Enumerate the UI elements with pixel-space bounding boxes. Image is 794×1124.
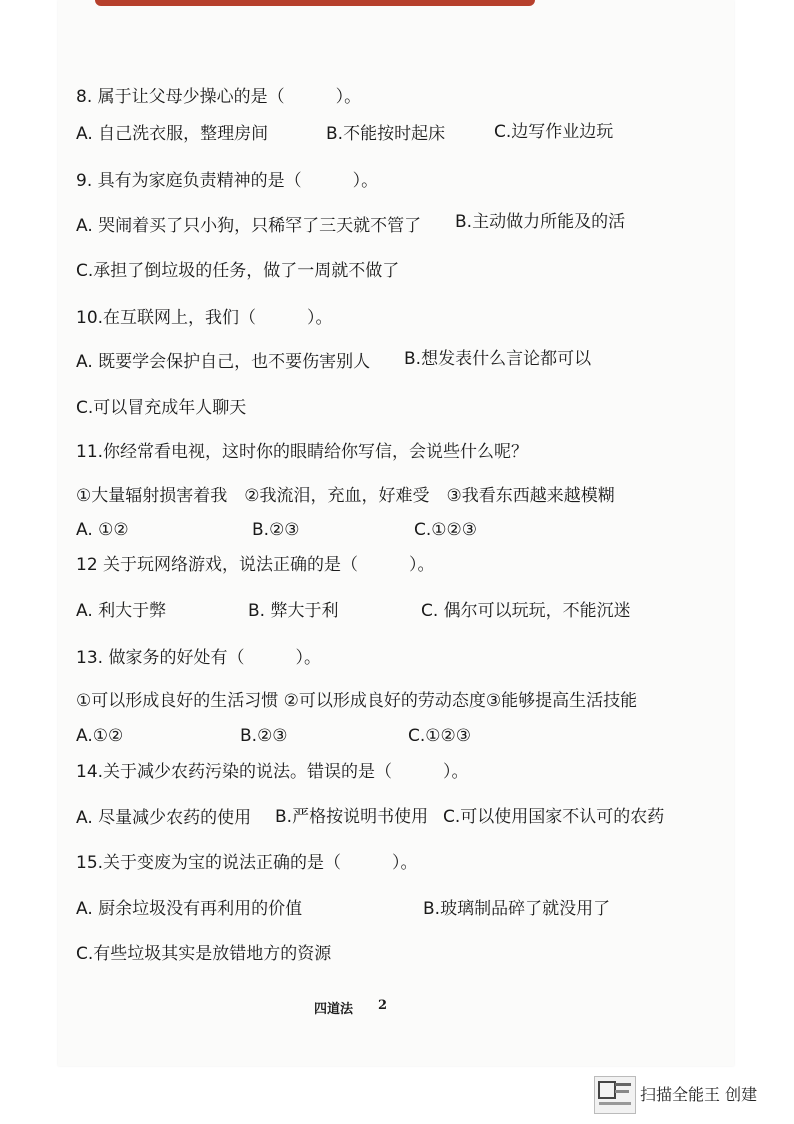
question-15-option-c: C.有些垃圾其实是放错地方的资源 [76,944,332,964]
question-8-option-b: B.不能按时起床 [326,124,446,144]
question-14-option-b: B.严格按说明书使用 [275,807,429,827]
footer-subject: 四道法 [314,1002,354,1017]
question-11-option-c: C.①②③ [414,520,477,540]
question-10-option-a: A. 既要学会保护自己，也不要伤害别人 [76,352,371,372]
question-9-option-b: B.主动做力所能及的活 [455,212,626,232]
question-9-option-a: A. 哭闹着买了只小狗，只稀罕了三天就不管了 [76,216,422,236]
footer-page-number: 2 [378,998,388,1013]
question-13-statements: ①可以形成良好的生活习惯 ②可以形成良好的劳动态度③能够提高生活技能 [76,691,638,711]
question-10-option-c: C.可以冒充成年人聊天 [76,398,247,418]
question-14-option-a: A. 尽量减少农药的使用 [76,808,252,828]
question-13-option-c: C.①②③ [408,726,471,746]
question-13-stem: 13. 做家务的好处有（ ）。 [76,648,321,668]
question-12-option-a: A. 利大于弊 [76,601,167,621]
qr-code-icon [594,1076,636,1114]
question-11-option-b: B.②③ [252,520,300,540]
question-9-stem: 9. 具有为家庭负责精神的是（ ）。 [76,171,379,191]
page-top-edge [95,0,535,6]
question-12-option-b: B. 弊大于利 [248,601,339,621]
question-9-option-c: C.承担了倒垃圾的任务，做了一周就不做了 [76,261,400,281]
question-11-statements: ①大量辐射损害着我 ②我流泪，充血，好难受 ③我看东西越来越模糊 [76,486,615,506]
question-10-stem: 10.在互联网上，我们（ ）。 [76,308,333,328]
question-15-stem: 15.关于变废为宝的说法正确的是（ ）。 [76,853,418,873]
question-12-stem: 12 关于玩网络游戏，说法正确的是（ ）。 [76,555,435,575]
question-8-stem: 8. 属于让父母少操心的是（ ）。 [76,87,362,107]
question-12-option-c: C. 偶尔可以玩玩，不能沉迷 [421,601,631,621]
question-11-option-a: A. ①② [76,520,129,540]
question-8-option-c: C.边写作业边玩 [494,122,614,142]
question-10-option-b: B.想发表什么言论都可以 [404,349,592,369]
scanner-watermark-text: 扫描全能王 创建 [640,1085,758,1104]
question-14-stem: 14.关于减少农药污染的说法。错误的是（ ）。 [76,762,469,782]
question-13-option-b: B.②③ [240,726,288,746]
question-13-option-a: A.①② [76,726,124,746]
question-8-option-a: A. 自己洗衣服，整理房间 [76,124,269,144]
question-15-option-a: A. 厨余垃圾没有再利用的价值 [76,899,303,919]
question-11-stem: 11.你经常看电视，这时你的眼睛给你写信，会说些什么呢？ [76,442,529,462]
question-14-option-c: C.可以使用国家不认可的农药 [443,807,665,827]
question-15-option-b: B.玻璃制品碎了就没用了 [423,899,611,919]
